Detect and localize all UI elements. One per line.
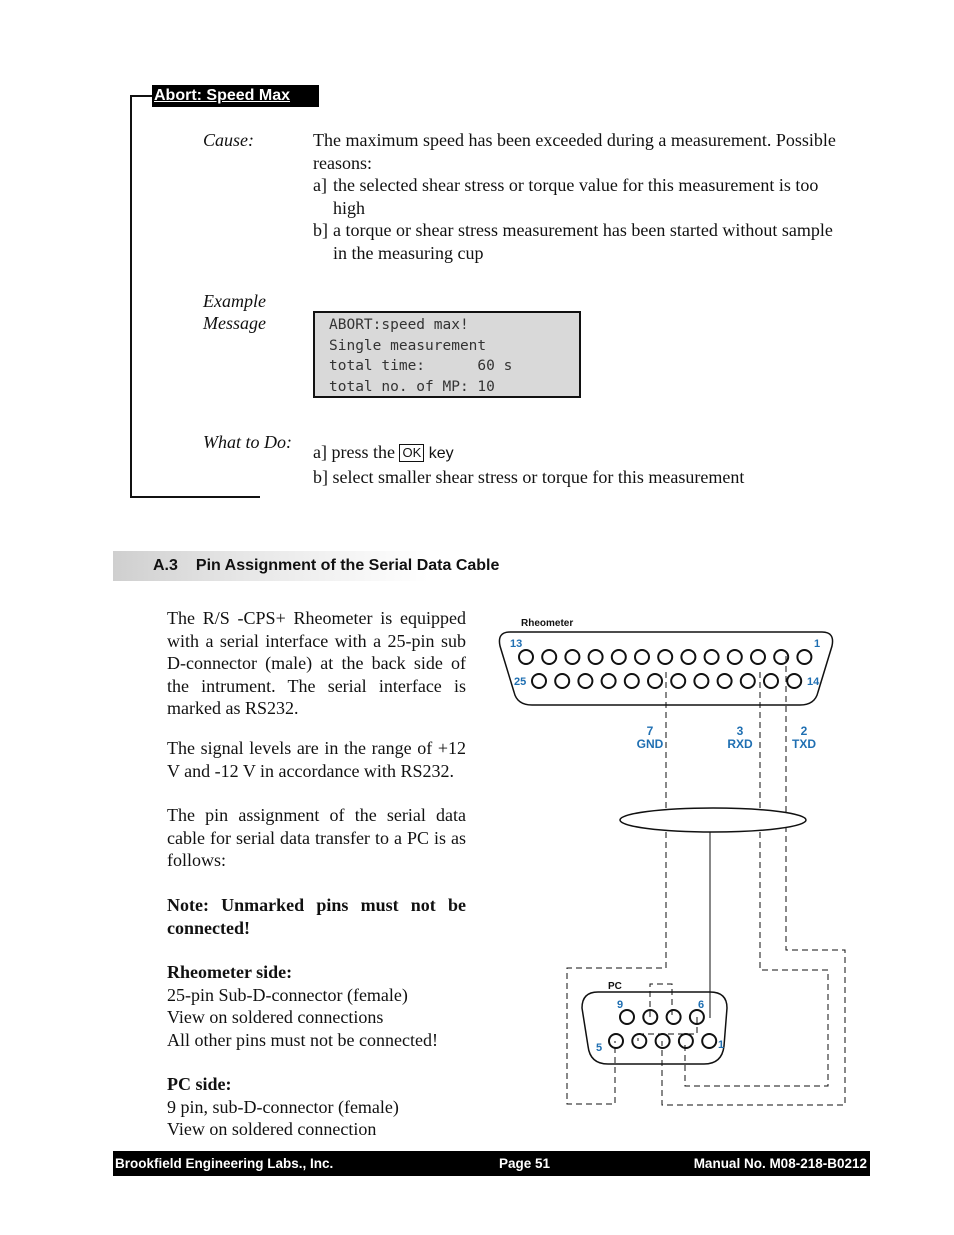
reason-a: a] the selected shear stress or torque value for this measurement is too high bbox=[313, 175, 819, 218]
pin-25-label: 25 bbox=[514, 676, 527, 688]
example-label: Example Message bbox=[203, 291, 266, 333]
rheometer-pin-bottom-6 bbox=[648, 674, 662, 688]
note-paragraph: Note: Unmarked pins must not be connected! bbox=[167, 895, 466, 938]
pc-side-block: PC side: 9 pin, sub-D-connector (female) View on soldered connection bbox=[167, 1073, 466, 1141]
pin-14-label: 14 bbox=[807, 676, 820, 688]
pc-pin-bottom-3 bbox=[656, 1034, 670, 1048]
pc-pin-top-3 bbox=[667, 1010, 681, 1024]
assignment-paragraph: The pin assignment of the serial data cable for serial data transfer to a PC is as follows: bbox=[167, 805, 466, 870]
todo-label: What to Do: bbox=[203, 432, 292, 452]
cause-intro-line1: The maximum speed has been exceeded during a measurement. Possible bbox=[313, 130, 836, 150]
rheometer-pin-row-bottom bbox=[532, 674, 801, 688]
rheometer-pin-top-6 bbox=[635, 650, 649, 664]
signal-gnd-label: GND bbox=[636, 737, 664, 751]
rheometer-pin-bottom-1 bbox=[532, 674, 546, 688]
rheometer-pin-bottom-12 bbox=[787, 674, 801, 688]
signal-rxd-label: RXD bbox=[727, 737, 753, 751]
rheometer-pin-top-10 bbox=[728, 650, 742, 664]
pc-pin-9-label: 9 bbox=[617, 999, 624, 1011]
rheometer-pin-bottom-10 bbox=[741, 674, 755, 688]
footer-company: Brookfield Engineering Labs., Inc. bbox=[115, 1156, 334, 1171]
todo-a: a] press the OK key bbox=[313, 442, 454, 462]
rheometer-pin-bottom-8 bbox=[694, 674, 708, 688]
pin-1-label: 1 bbox=[814, 638, 821, 650]
rheometer-pin-top-4 bbox=[589, 650, 603, 664]
rheometer-pin-bottom-7 bbox=[671, 674, 685, 688]
pc-pin-row-top bbox=[620, 1010, 704, 1024]
rheometer-pin-top-7 bbox=[658, 650, 672, 664]
pc-pin-bottom-5 bbox=[702, 1034, 716, 1048]
pc-side-heading: PC side: bbox=[167, 1074, 232, 1094]
pc-pin-1-label: 1 bbox=[718, 1039, 725, 1051]
cause-label: Cause: bbox=[203, 130, 254, 150]
rheometer-pin-bottom-3 bbox=[578, 674, 592, 688]
pc-pin-6-label: 6 bbox=[698, 999, 705, 1011]
pc-pin-bottom-1 bbox=[609, 1034, 623, 1048]
reason-b: b] a torque or shear stress measurement has been started without sample in the measuring cup bbox=[313, 220, 833, 263]
signal-3-num: 3 bbox=[736, 724, 744, 738]
rheometer-pin-top-9 bbox=[705, 650, 719, 664]
signal-paragraph: The signal levels are in the range of +12 V and -12 V in accordance with RS232. bbox=[167, 738, 466, 781]
rheometer-side-heading: Rheometer side: bbox=[167, 962, 293, 982]
rheometer-pin-top-5 bbox=[612, 650, 626, 664]
footer-page-number: Page 51 bbox=[499, 1156, 551, 1171]
pin-13-label: 13 bbox=[510, 638, 523, 650]
rheometer-pin-bottom-11 bbox=[764, 674, 778, 688]
rheometer-pin-top-3 bbox=[565, 650, 579, 664]
signal-2-num: 2 bbox=[800, 724, 808, 738]
rheometer-pin-bottom-4 bbox=[602, 674, 616, 688]
rheometer-pin-bottom-5 bbox=[625, 674, 639, 688]
todo-b: b] select smaller shear stress or torque for this measurement bbox=[313, 466, 745, 487]
page-footer bbox=[113, 1151, 870, 1176]
pc-pin-top-1 bbox=[620, 1010, 634, 1024]
pc-connector-shell bbox=[582, 992, 727, 1064]
rheometer-pin-bottom-2 bbox=[555, 674, 569, 688]
wire-txd bbox=[662, 656, 845, 1105]
rheometer-pin-top-2 bbox=[542, 650, 556, 664]
rheometer-pin-row-top bbox=[519, 650, 811, 664]
pc-pin-5-label: 5 bbox=[596, 1042, 603, 1054]
cable-sleeve bbox=[620, 808, 806, 832]
pc-pin-bottom-4 bbox=[679, 1034, 693, 1048]
intro-paragraph: The R/S -CPS+ Rheometer is equipped with a serial interface with a 25-pin sub D-connector (male) at the back side of the intrument. The serial interface is marked as RS232. bbox=[167, 608, 466, 718]
abort-heading: Abort: Speed Max bbox=[152, 85, 319, 107]
pc-pin-bottom-2 bbox=[632, 1034, 646, 1048]
lcd-example-message: ABORT:speed max! Single measurement total time: 60 s total no. of MP: 10 bbox=[313, 311, 581, 398]
pc-label: PC bbox=[608, 981, 622, 992]
signal-txd-label: TXD bbox=[792, 737, 816, 751]
cause-intro-line2: reasons: bbox=[313, 152, 372, 173]
signal-7-num: 7 bbox=[646, 724, 654, 738]
pc-pin-row-bottom bbox=[609, 1034, 716, 1048]
footer-manual-number: Manual No. M08-218-B0212 bbox=[693, 1156, 867, 1171]
rheometer-pin-bottom-9 bbox=[718, 674, 732, 688]
rheometer-label: Rheometer bbox=[521, 618, 574, 629]
rheometer-side-block: Rheometer side: 25-pin Sub-D-connector (female) View on soldered connections All other pins must not be connected! bbox=[167, 961, 466, 1051]
ok-key-icon: OK bbox=[399, 444, 424, 462]
rheometer-pin-top-13 bbox=[797, 650, 811, 664]
rheometer-pin-top-8 bbox=[681, 650, 695, 664]
section-title: A.3 Pin Assignment of the Serial Data Cable bbox=[153, 557, 500, 574]
rheometer-pin-top-11 bbox=[751, 650, 765, 664]
rheometer-pin-top-1 bbox=[519, 650, 533, 664]
